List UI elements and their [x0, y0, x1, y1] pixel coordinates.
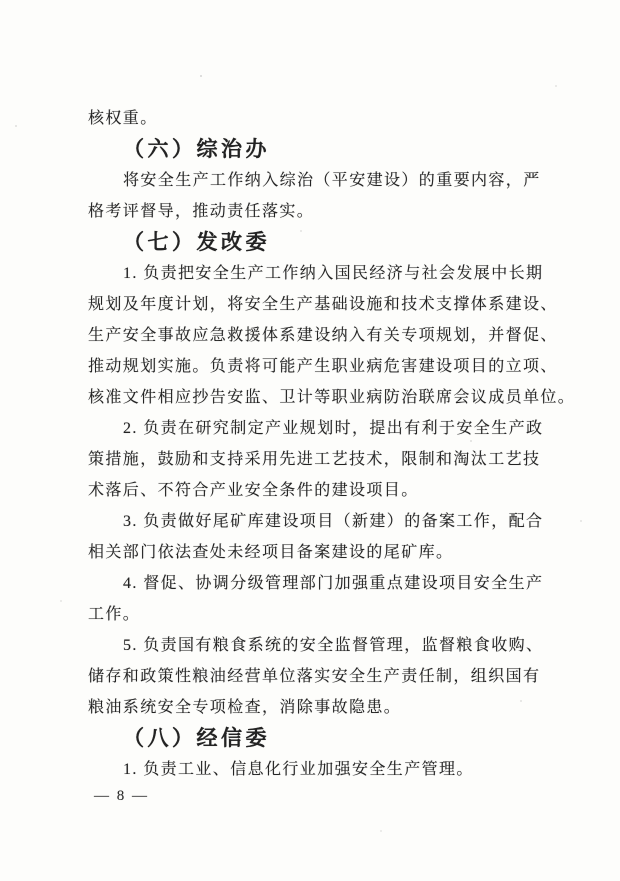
- text-line: 工作。: [88, 606, 141, 623]
- text-line: 推动规划实施。负责将可能产生职业病危害建设项目的立项、: [88, 358, 558, 375]
- text-line: 生产安全事故应急救援体系建设纳入有关专项规划，并督促、: [88, 327, 558, 344]
- text-line: 1. 负责把安全生产工作纳入国民经济与社会发展中长期: [123, 265, 544, 282]
- text-line: 2. 负责在研究制定产业规划时，提出有利于安全生产政: [123, 420, 544, 437]
- page-number: — 8 —: [94, 788, 149, 804]
- text-line: 粮油系统安全专项检查，消除事故隐患。: [88, 699, 402, 716]
- text-line: 策措施，鼓励和支持采用先进工艺技术，限制和淘汰工艺技: [88, 451, 541, 468]
- text-line: 将安全生产工作纳入综治（平安建设）的重要内容，严: [123, 172, 541, 189]
- section-heading: （八）经信委: [123, 726, 270, 750]
- text-line: 相关部门依法查处未经项目备案建设的尾矿库。: [88, 544, 454, 561]
- scan-noise-speckles: [200, 75, 202, 77]
- section-heading: （六）综治办: [123, 137, 270, 161]
- text-line: 格考评督导，推动责任落实。: [88, 203, 315, 220]
- text-line: 术落后、不符合产业安全条件的建设项目。: [88, 482, 419, 499]
- text-line: 规划及年度计划，将安全生产基础设施和技术支撑体系建设、: [88, 296, 558, 313]
- text-line: 3. 负责做好尾矿库建设项目（新建）的备案工作，配合: [123, 513, 544, 530]
- section-heading: （七）发改委: [123, 230, 270, 254]
- text-line: 1. 负责工业、信息化行业加强安全生产管理。: [123, 761, 474, 778]
- text-line: 核准文件相应抄告安监、卫计等职业病防治联席会议成员单位。: [88, 389, 576, 406]
- document-body: [88, 103, 593, 785]
- text-line: 储存和政策性粮油经营单位落实安全生产责任制，组织国有: [88, 668, 541, 685]
- text-line: 4. 督促、协调分级管理部门加强重点建设项目安全生产: [123, 575, 544, 592]
- text-line: 核权重。: [88, 110, 158, 127]
- text-line: 5. 负责国有粮食系统的安全监督管理，监督粮食收购、: [123, 637, 544, 654]
